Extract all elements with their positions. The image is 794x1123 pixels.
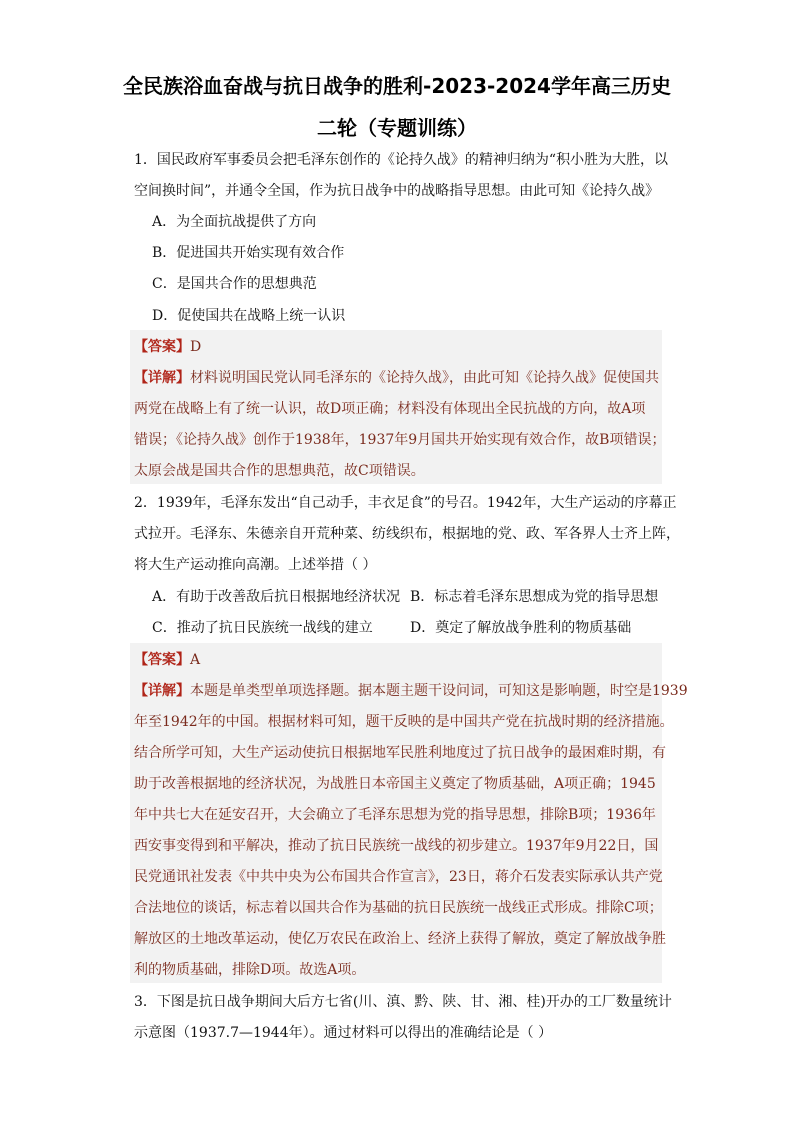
q1-option-d: D．促使国共在战略上统一认识 [152, 308, 346, 324]
q2-detail-label: 【详解】 [134, 683, 190, 699]
q1-detail-first-line [134, 368, 659, 388]
q2-answer-label: 【答案】 [134, 652, 190, 668]
document-title-line1: 全民族浴血奋战与抗日战争的胜利-2023-2024学年高三历史 [123, 74, 671, 98]
document-title-line2: 二轮（专题训练） [317, 116, 477, 140]
q2-detail-line: 年中共七大在延安召开，大会确立了毛泽东思想为党的指导思想，排除B项；1936年 [134, 807, 656, 823]
q1-stem-line: 1．国民政府军事委员会把毛泽东创作的《论持久战》的精神归纳为“积小胜为大胜，以 [134, 152, 669, 168]
q1-detail-line: 两党在战略上有了统一认识，故D项正确；材料没有体现出全民抗战的方向，故A项 [134, 401, 646, 417]
q1-answer-value: D [190, 339, 202, 355]
q2-detail-line: 民党通讯社发表《中共中央为公布国共合作宣言》，23日，蒋介石发表实际承认共产党 [134, 869, 663, 885]
q2-detail-line: 结合所学可知，大生产运动使抗日根据地军民胜利地度过了抗日战争的最困难时期，有 [134, 745, 666, 761]
q2-detail-line: 年至1942年的中国。根据材料可知，题干反映的是中国共产党在抗战时期的经济措施。 [134, 714, 674, 730]
q1-detail-line: 错误；《论持久战》创作于1938年，1937年9月国共开始实现有效合作，故B项错误； [134, 432, 666, 448]
q2-detail-line: 西安事变得到和平解决，推动了抗日民族统一战线的初步建立。1937年9月22日，国 [134, 838, 659, 854]
q1-detail-line: 太原会战是国共合作的思想典范，故C项错误。 [134, 463, 425, 479]
q1-stem-line: 空间换时间”，并通令全国，作为抗日战争中的战略指导思想。由此可知《论持久战》 [134, 183, 660, 199]
q2-stem-line: 式拉开。毛泽东、朱德亲自开荒种菜、纺线织布，根据地的党、政、军各界人士齐上阵， [134, 526, 680, 542]
q1-detail-text: 材料说明国民党认同毛泽东的《论持久战》，由此可知《论持久战》促使国共 [190, 370, 659, 386]
q2-option-a: A．有助于改善敌后抗日根据地经济状况 [152, 589, 401, 605]
q2-option-b: B．标志着毛泽东思想成为党的指导思想 [410, 589, 659, 605]
q2-detail-line: 合法地位的谈话，标志着以国共合作为基础的抗日民族统一战线正式形成。排除C项； [134, 900, 663, 916]
q2-detail-line: 助于改善根据地的经济状况，为战胜日本帝国主义奠定了物质基础，A项正确；1945 [134, 776, 656, 792]
q2-detail-first-line [134, 681, 688, 701]
q2-answer [134, 650, 200, 670]
q2-detail-text: 本题是单类型单项选择题。据本题主题干设问词，可知这是影响题，时空是1939 [190, 683, 688, 699]
q2-answer-value: A [190, 652, 201, 668]
q3-stem-line: 示意图（1937.7—1944年）。通过材料可以得出的准确结论是（ ） [134, 1025, 553, 1041]
q2-option-c: C．推动了抗日民族统一战线的建立 [152, 620, 373, 636]
q1-detail-label: 【详解】 [134, 370, 190, 386]
q2-stem-line: 2．1939年，毛泽东发出“自己动手，丰衣足食”的号召。1942年，大生产运动的序幕正 [134, 495, 677, 511]
q1-answer-label: 【答案】 [134, 339, 190, 355]
q2-detail-line: 利的物质基础，排除D项。故选A项。 [134, 962, 366, 978]
q1-option-c: C．是国共合作的思想典范 [152, 276, 317, 292]
q2-stem-line: 将大生产运动推向高潮。上述举措（ ） [134, 557, 377, 573]
q2-detail-line: 解放区的土地改革运动，使亿万农民在政治上、经济上获得了解放，奠定了解放战争胜 [134, 931, 666, 947]
q2-option-d: D．奠定了解放战争胜利的物质基础 [410, 620, 632, 636]
q1-option-a: A．为全面抗战提供了方向 [152, 214, 317, 230]
q1-option-b: B．促进国共开始实现有效合作 [152, 245, 345, 261]
q3-stem-line: 3．下图是抗日战争期间大后方七省(川、滇、黔、陕、甘、湘、桂)开办的工厂数量统计 [134, 994, 672, 1010]
q1-answer [134, 337, 201, 357]
